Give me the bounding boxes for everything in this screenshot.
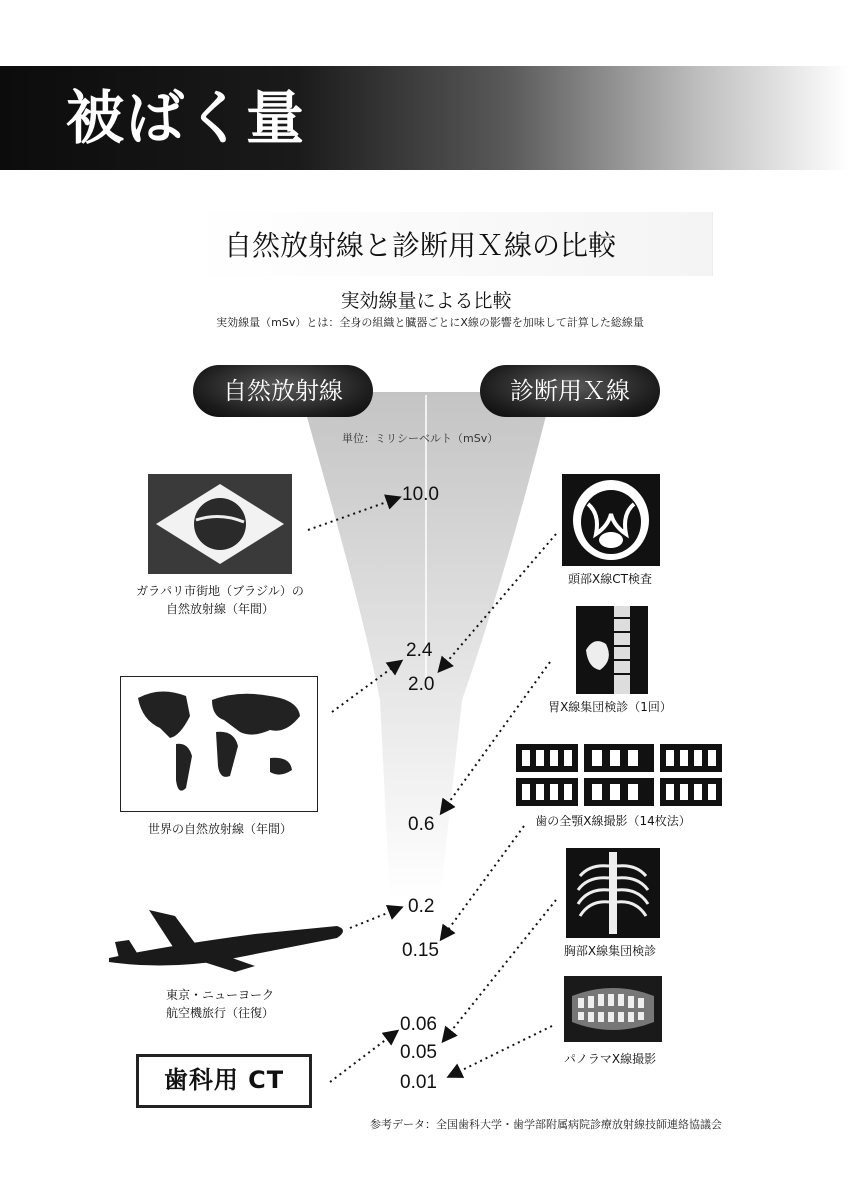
value-0-05: 0.05 xyxy=(400,1042,437,1063)
brazil-caption-line2: 自然放射線（年間） xyxy=(165,602,274,616)
chart-title: 自然放射線と診断用Ｘ線の比較 xyxy=(223,229,616,262)
dental-xray-icon xyxy=(516,744,722,806)
value-10: 10.0 xyxy=(402,484,439,505)
value-2-4: 2.4 xyxy=(406,640,433,661)
chest-caption: 胸部X線集団検診 xyxy=(563,944,657,958)
airplane-icon xyxy=(105,906,349,976)
world-caption: 世界の自然放射線（年間） xyxy=(147,822,292,836)
flight-caption xyxy=(110,986,330,1022)
head-ct-caption: 頭部X線CT検査 xyxy=(568,572,652,586)
value-0-15: 0.15 xyxy=(402,940,439,961)
value-2-0: 2.0 xyxy=(408,674,435,695)
sub-title: 実効線量による比較 xyxy=(340,290,512,312)
source-note: 参考データ：全国歯科大学・歯学部附属病院診療放射線技師連絡協議会 xyxy=(370,1118,722,1131)
head-ct-icon xyxy=(562,474,660,566)
dental-ct-box xyxy=(136,1054,312,1108)
panoramic-caption: パノラマX線撮影 xyxy=(563,1052,657,1066)
chest-xray-icon xyxy=(566,848,660,938)
flight-caption-line1: 東京・ニューヨーク xyxy=(165,988,274,1002)
value-0-6: 0.6 xyxy=(408,814,435,835)
world-map-icon xyxy=(120,676,318,812)
stomach-xray-icon xyxy=(576,606,648,694)
dental-ct-label: 歯科用 CT xyxy=(163,1066,285,1094)
panoramic-xray-icon xyxy=(564,976,662,1042)
brazil-caption-line1: ガラパリ市街地（ブラジル）の xyxy=(136,584,304,598)
diagnostic-xray-pill: 診断用Ｘ線 xyxy=(480,365,660,417)
definition-text: 実効線量（mSv）とは：全身の組織と臓器ごとにX線の影響を加味して計算した総線量 xyxy=(216,316,644,329)
dental-caption: 歯の全顎X線撮影（14枚法） xyxy=(535,814,691,828)
flight-caption-line2: 航空機旅行（往復） xyxy=(165,1006,274,1020)
brazil-flag-icon xyxy=(148,474,292,574)
unit-label: 単位：ミリシーベルト（mSv） xyxy=(342,432,499,445)
brazil-caption xyxy=(110,582,330,618)
natural-radiation-pill: 自然放射線 xyxy=(193,365,373,417)
stomach-caption: 胃X線集団検診（1回） xyxy=(548,700,672,714)
value-0-2: 0.2 xyxy=(408,896,435,917)
value-0-01: 0.01 xyxy=(400,1072,437,1093)
page-title: 被ばく量 xyxy=(66,84,307,152)
value-0-06: 0.06 xyxy=(400,1014,437,1035)
